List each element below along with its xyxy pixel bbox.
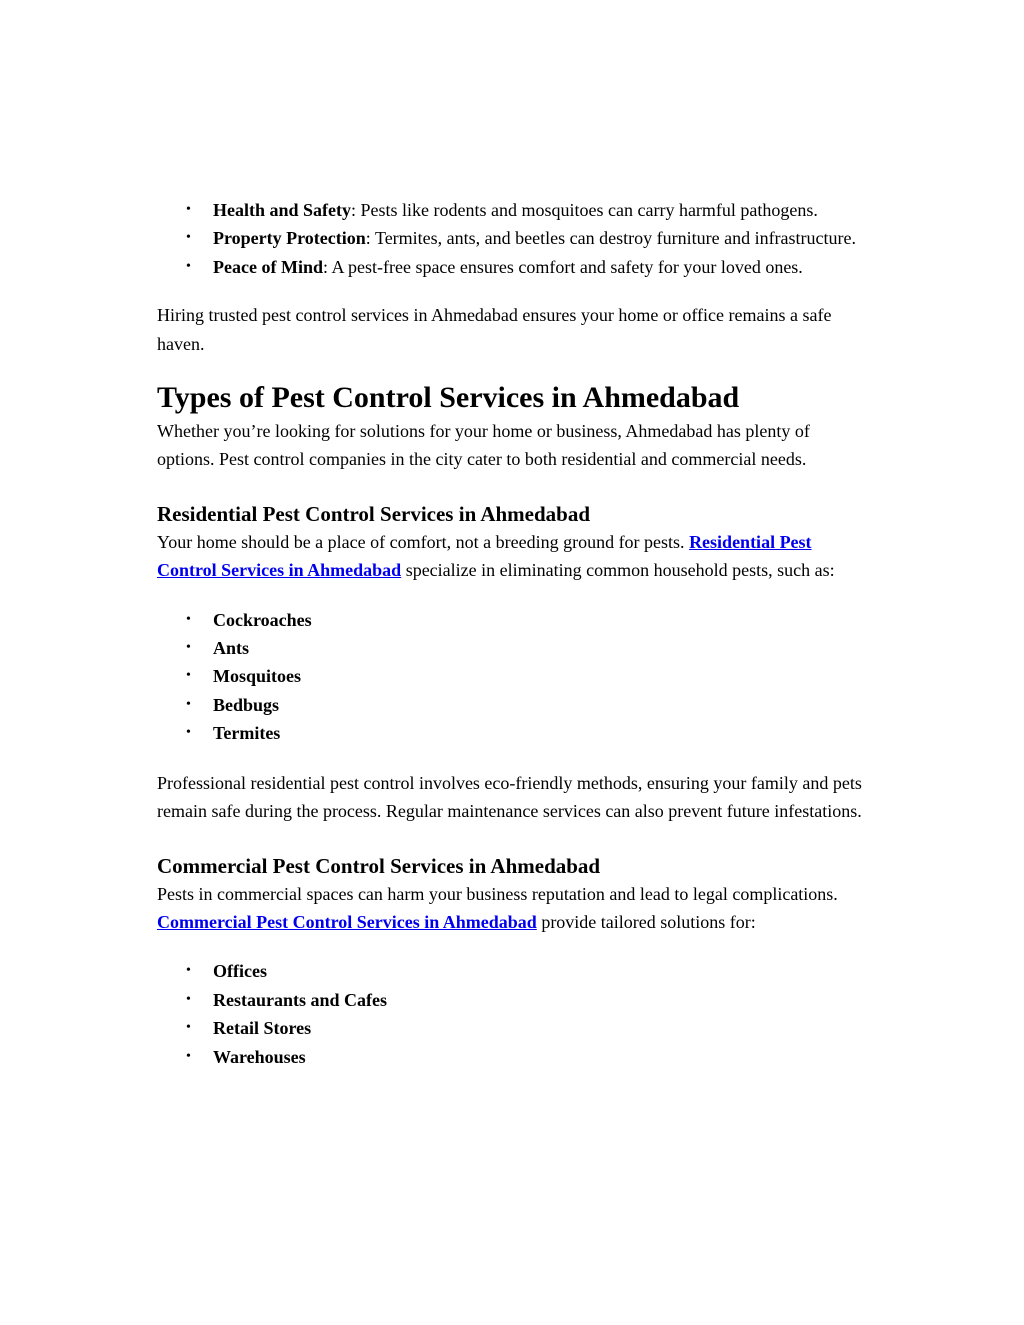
intro-benefits-list [157, 196, 869, 281]
bullet-icon: • [186, 696, 191, 712]
residential-pests-list [157, 606, 869, 748]
list-item [157, 662, 869, 690]
list-item [157, 224, 869, 252]
list-item-text: Bedbugs [213, 694, 280, 715]
bullet-icon: • [186, 1020, 191, 1036]
bullet-icon: • [186, 640, 191, 656]
bullet-icon: • [186, 963, 191, 979]
residential-closing-paragraph: Professional residential pest control involves eco-friendly methods, ensuring your family and pets remain safe during the process. Regular maintenance services can also prevent future infestations. [157, 772, 862, 822]
list-item [157, 634, 869, 662]
list-item-text: Ants [213, 638, 250, 659]
residential-services-link[interactable]: Residential Pest Control Services in Ahmedabad [157, 531, 812, 581]
bullet-icon: • [186, 668, 191, 684]
residential-heading: Residential Pest Control Services in Ahmedabad [157, 501, 591, 526]
bullet-icon: • [186, 230, 191, 246]
commercial-paragraph [157, 880, 869, 937]
residential-text-before: Your home should be a place of comfort, not a breeding ground for pests. [157, 531, 690, 552]
document-page [157, 196, 869, 1071]
commercial-places-list [157, 957, 869, 1071]
bullet-icon: • [186, 202, 191, 217]
list-item-text: Retail Stores [213, 1018, 312, 1039]
intro-paragraph: Hiring trusted pest control services in Ahmedabad ensures your home or office remains a safe haven. [157, 305, 832, 354]
list-item-text: Cockroaches [213, 609, 312, 630]
commercial-text-before: Pests in commercial spaces can harm your business reputation and lead to legal complications. [157, 883, 838, 904]
types-paragraph: Whether you’re looking for solutions for your home or business, Ahmedabad has plenty of options. Pest control companies in the city cater to both residential and commercial needs. [157, 421, 810, 470]
list-item-term: Health and Safety [213, 200, 352, 220]
commercial-text-after: provide tailored solutions for: [536, 911, 756, 932]
residential-paragraph [157, 528, 869, 585]
list-item [157, 253, 869, 281]
bullet-icon: • [186, 725, 191, 741]
list-item-text: Restaurants and Cafes [213, 989, 388, 1010]
list-item-text: : Termites, ants, and beetles can destroy furniture and infrastructure. [365, 228, 857, 249]
list-item-text: Termites [213, 723, 281, 744]
commercial-heading: Commercial Pest Control Services in Ahmedabad [157, 853, 601, 878]
list-item [157, 719, 869, 747]
bullet-icon: • [186, 1048, 191, 1064]
list-item [157, 1014, 869, 1042]
list-item [157, 1043, 869, 1071]
list-item-term: Peace of Mind [213, 256, 323, 277]
list-item-text: Mosquitoes [213, 666, 302, 687]
residential-text-after: specialize in eliminating common household pests, such as: [401, 560, 835, 581]
list-item [157, 196, 869, 224]
bullet-icon: • [186, 611, 191, 627]
list-item-text: Warehouses [213, 1046, 306, 1067]
list-item [157, 957, 869, 985]
list-item-text: : A pest-free space ensures comfort and safety for your loved ones. [322, 256, 803, 277]
commercial-services-link[interactable]: Commercial Pest Control Services in Ahmedabad [157, 911, 537, 932]
bullet-icon: • [186, 258, 191, 274]
list-item [157, 986, 869, 1014]
list-item-term: Property Protection [213, 228, 366, 249]
list-item-text: : Pests like rodents and mosquitoes can carry harmful pathogens. [351, 200, 818, 220]
types-heading: Types of Pest Control Services in Ahmedabad [157, 381, 740, 415]
list-item [157, 606, 869, 634]
bullet-icon: • [186, 991, 191, 1007]
list-item-text: Offices [213, 961, 267, 982]
list-item [157, 691, 869, 719]
